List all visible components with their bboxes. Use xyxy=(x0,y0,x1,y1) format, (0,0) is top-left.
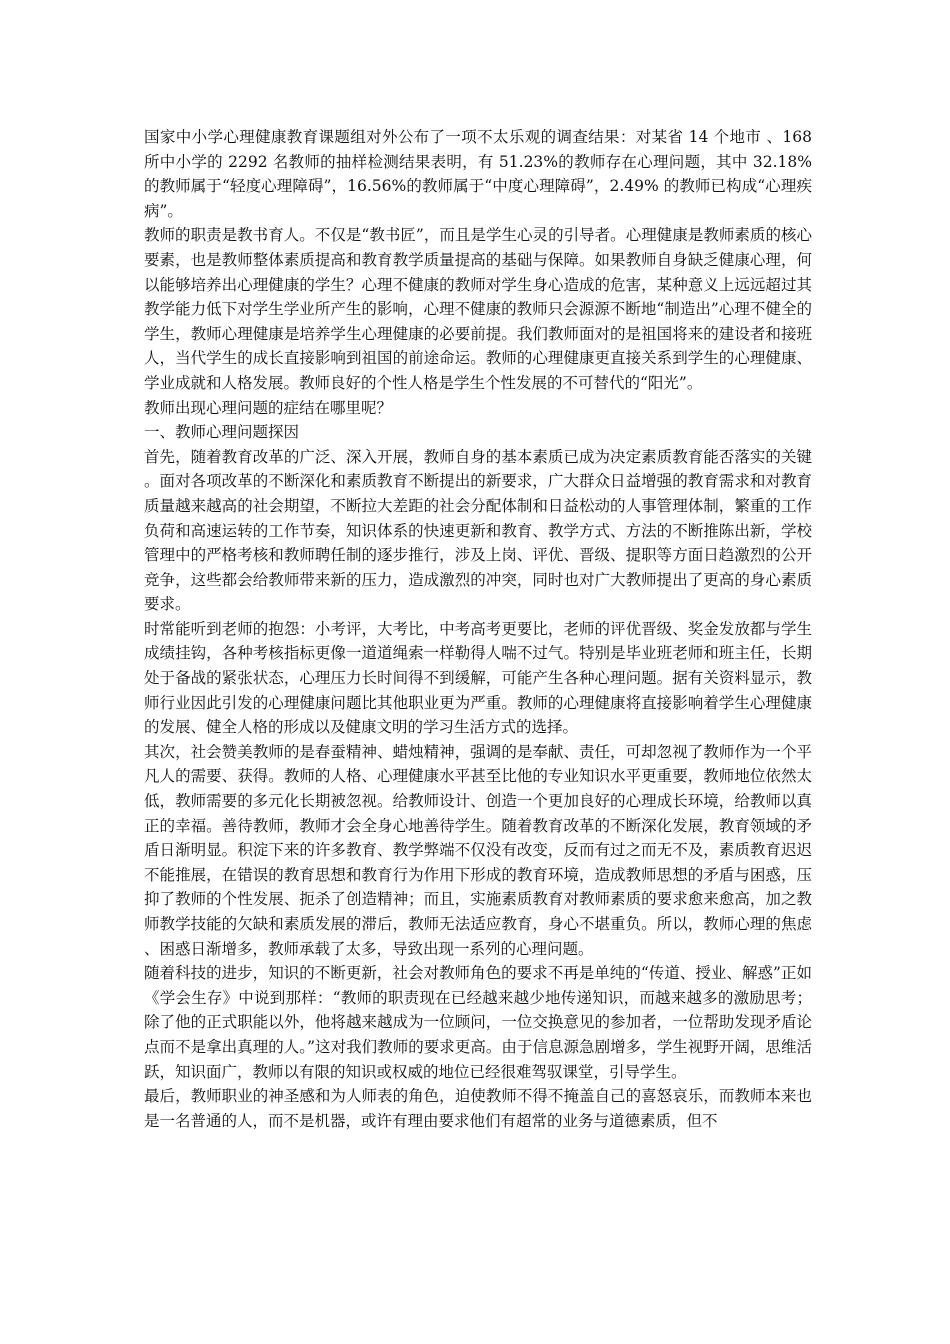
paragraph-question: 教师出现心理问题的症结在哪里呢？ xyxy=(144,398,393,417)
paragraph-complaints: 时常能听到老师的抱怨：小考评，大考比，中考高考更要比，老师的评优晋级、奖金发放都与学生成绩挂钩，各种考核指标更像一道道绳索一样勒得人喘不过气。特别是毕业班老师和班主任，长期处于备战的紧张状态，心理压力长时间得不到缓解，可能产生各种心理问题。据有关资料显示，教师行业因此引发的心理健康问题比其他职业更为严重。教师的心理健康将直接影响着学生心理健康的发展、健全人格的形成以及健康文明的学习生活方式的选择。 xyxy=(144,619,812,737)
paragraph-first-cause: 首先，随着教育改革的广泛、深入开展，教师自身的基本素质已成为决定素质教育能否落实的关键。面对各项改革的不断深化和素质教育不断提出的新要求，广大群众日益增强的教育需求和对教育质量越来越高的社会期望，不断拉大差距的社会分配体制和日益松动的人事管理体制，繁重的工作负荷和高速运转的工作节奏，知识体系的快速更新和教育、教学方式、方法的不断推陈出新，学校管理中的严格考核和教师聘任制的逐步推行，涉及上岗、评优、晋级、提职等方面日趋激烈的公开竞争，这些都会给教师带来新的压力，造成激烈的冲突，同时也对广大教师提出了更高的身心素质要求。 xyxy=(144,447,812,614)
section-heading: 一、教师心理问题探因 xyxy=(144,423,300,442)
paragraph-survey-results: 国家中小学心理健康教育课题组对外公布了一项不太乐观的调查结果：对某省 14 个地市 、168 所中小学的 2292 名教师的抽样检测结果表明，有 51.23%的教师存在心理问题，其中 32.18%的教师属于“轻度心理障碍”，16.56%的教师属于“中度心理障碍”，2.49% 的教师已构成“心理疾病”。 xyxy=(144,128,812,220)
paragraph-second-cause: 其次，社会赞美教师的是春蚕精神、蜡烛精神，强调的是奉献、责任，可却忽视了教师作为一个平凡人的需要、获得。教师的人格、心理健康水平甚至比他的专业知识水平更重要，教师地位依然太低，教师需要的多元化长期被忽视。给教师设计、创造一个更加良好的心理成长环境，给教师以真正的幸福。善待教师，教师才会全身心地善待学生。随着教育改革的不断深化发展，教育领域的矛盾日渐明显。积淀下来的许多教育、教学弊端不仅没有改变，反而有过之而无不及，素质教育迟迟不能推展，在错误的教育思想和教育行为作用下形成的教育环境，造成教师思想的矛盾与困惑，压抑了教师的个性发展、扼杀了创造精神；而且，实施素质教育对教师素质的要求愈来愈高，加之教师教学技能的欠缺和素质发展的滞后，教师无法适应教育，身心不堪重负。所以，教师心理的焦虑、困惑日渐增多，教师承载了太多，导致出现一系列的心理问题。 xyxy=(144,742,812,958)
paragraph-last-cause: 最后，教师职业的神圣感和为人师表的角色，迫使教师不得不掩盖自己的喜怒哀乐，而教师本来也是一名普通的人，而不是机器，或许有理由要求他们有超常的业务与道德素质，但不 xyxy=(144,1087,812,1130)
document-page xyxy=(144,125,812,1133)
paragraph-technology: 随着科技的进步，知识的不断更新，社会对教师角色的要求不再是单纯的“传道、授业、解惑”正如《学会生存》中说到那样：“教师的职责现在已经越来越少地传递知识，而越来越多的激励思考；除了他的正式职能以外，他将越来越成为一位顾问，一位交换意见的参加者，一位帮助发现矛盾论点而不是拿出真理的人。”这对我们教师的要求更高。由于信息源急剧增多，学生视野开阔，思维活跃，知识面广，教师以有限的知识或权威的地位已经很难驾驭课堂，引导学生。 xyxy=(144,964,812,1081)
paragraph-teacher-duty: 教师的职责是教书育人。不仅是“教书匠”，而且是学生心灵的引导者。心理健康是教师素质的核心要素，也是教师整体素质提高和教育教学质量提高的基础与保障。如果教师自身缺乏健康心理，何以能够培养出心理健康的学生？心理不健康的教师对学生身心造成的危害，某种意义上远远超过其教学能力低下对学生学业所产生的影响，心理不健康的教师只会源源不断地“制造出”心理不健全的学生，教师心理健康是培养学生心理健康的必要前提。我们教师面对的是祖国将来的建设者和接班人，当代学生的成长直接影响到祖国的前途命运。教师的心理健康更直接关系到学生的心理健康、学业成就和人格发展。教师良好的个性人格是学生个性发展的不可替代的“阳光”。 xyxy=(144,226,812,392)
